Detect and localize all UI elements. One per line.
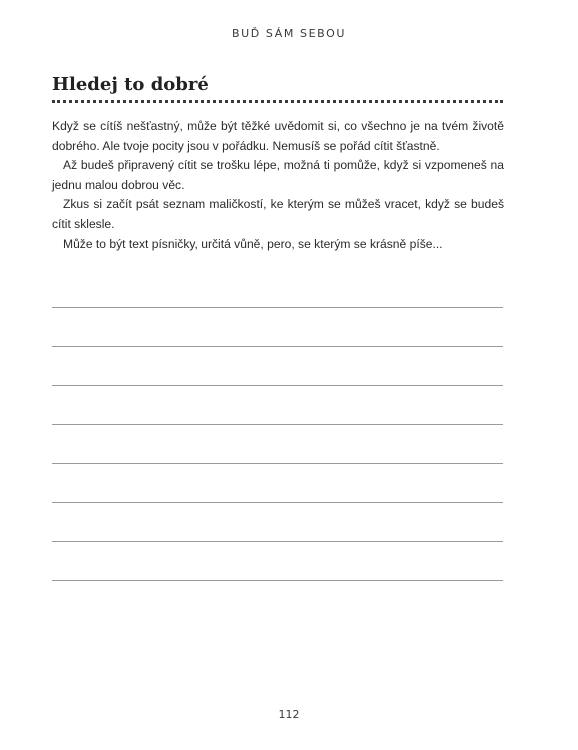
section-title: Hledej to dobré [52,74,209,95]
writing-line [52,385,503,386]
writing-lines [52,307,503,619]
writing-line [52,580,503,581]
running-header: BUĎ SÁM SEBOU [231,27,347,40]
paragraph: Když se cítíš nešťastný, může být těžké uvědomit si, co všechno je na tvém životě dobrého. Ale tvoje pocity jsou v pořádku. Nemusíš se pořád cítit šťastně. [52,119,504,153]
writing-line [52,541,503,542]
writing-line [52,424,503,425]
paragraph: Zkus si začít psát seznam maličkostí, ke kterým se můžeš vracet, když se budeš cítit sklesle. [52,197,504,231]
writing-line [52,502,503,503]
writing-line [52,307,503,308]
paragraph: Může to být text písničky, určitá vůně, pero, se kterým se krásně píše... [63,236,443,251]
writing-line [52,346,503,347]
title-dotted-rule [52,100,503,103]
writing-line [52,463,503,464]
paragraph: Až budeš připravený cítit se trošku lépe, možná ti pomůže, když si vzpomeneš na jednu malou dobrou věc. [52,158,504,192]
page-number: 112 [278,708,300,721]
body-text [52,117,504,254]
